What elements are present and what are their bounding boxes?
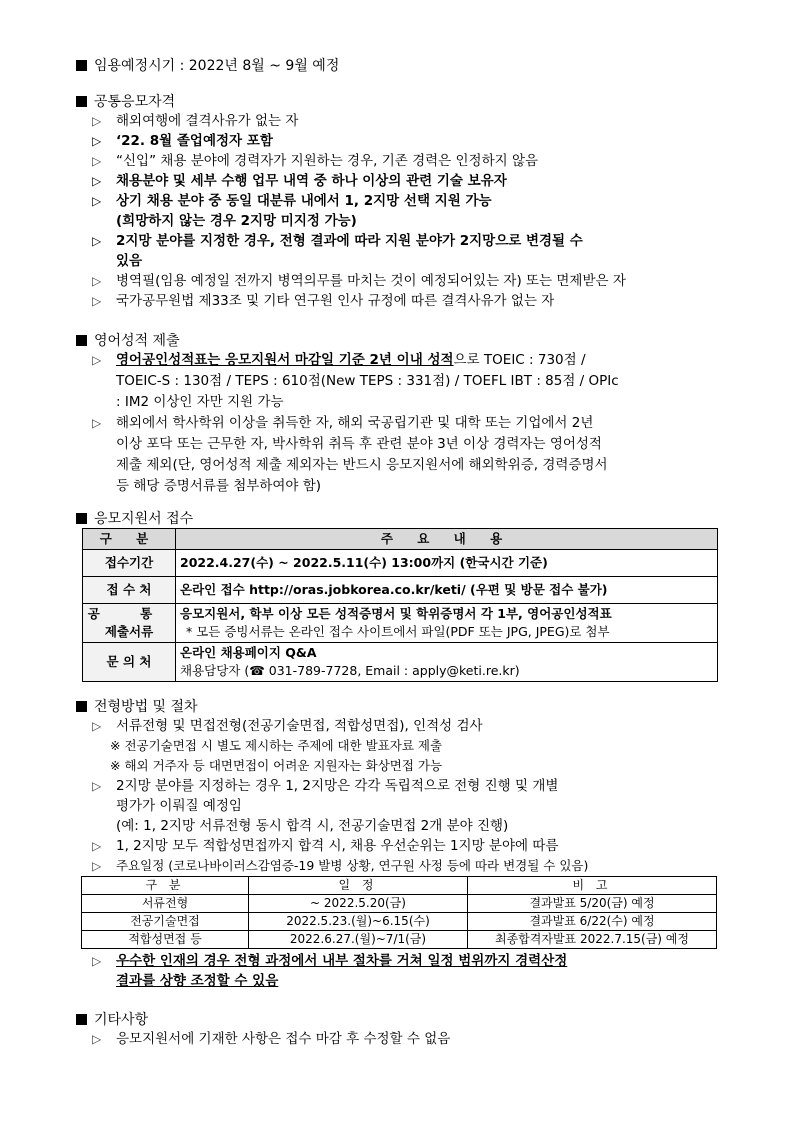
- header-cell: 비 고: [468, 877, 717, 895]
- list-item: [76, 856, 721, 876]
- row-value: 온라인 접수 http://oras.jobkorea.co.kr/keti/ (우편 및 방문 접수 불가): [176, 577, 718, 604]
- list-item: [76, 191, 721, 211]
- item-text-underlined: 우수한 인재의 경우 전형 과정에서 내부 절차를 거쳐 일정 범위까지 경력산정: [116, 953, 568, 969]
- header-cell: 일 정: [249, 877, 468, 895]
- item-text: 으로 TOEIC : 730점 /: [453, 352, 586, 368]
- section-screening: [76, 696, 721, 991]
- schedule-table: [81, 876, 717, 949]
- row-value: 2022.4.27(수) ~ 2022.5.11(수) 13:00까지 (한국시간 기준): [176, 550, 718, 577]
- item-text: 등 해당 증명서류를 첨부하여야 함): [116, 478, 322, 494]
- value-line: * 모든 증빙서류는 온라인 접수 사이트에서 파일(PDF 또는 JPG, JPEG)로 첨부: [186, 624, 610, 639]
- section-common-qualifications: [76, 91, 721, 311]
- square-bullet-icon: [76, 335, 87, 346]
- table-header-row: [83, 529, 718, 550]
- item-text: 채용분야 및 세부 수행 업무 내역 중 하나 이상의 관련 기술 보유자: [116, 173, 507, 189]
- table-cell: 결과발표 5/20(금) 예정: [468, 895, 717, 913]
- section-application: [76, 508, 721, 682]
- heading-text: 전형방법 및 절차: [94, 699, 198, 715]
- item-text: (예: 1, 2지망 서류전형 동시 합격 시, 전공기술면접 2개 분야 진행): [116, 818, 509, 834]
- table-cell: 2022.6.27.(월)~7/1(금): [249, 931, 468, 949]
- item-text: TOEIC-S : 130점 / TEPS : 610점(New TEPS : 331점) / TOEFL IBT : 85점 / OPIc: [116, 373, 619, 389]
- list-item: [76, 951, 721, 991]
- label-line: 제출서류: [104, 624, 154, 639]
- triangle-bullet-icon: ▷: [92, 1032, 102, 1046]
- item-text: ‘22. 8월 졸업예정자 포함: [116, 133, 273, 149]
- table-row: [83, 604, 718, 643]
- value-line: 채용담당자 (☎ 031-789-7728, Email : apply@keti.re.kr): [180, 663, 520, 678]
- heading-text: 응모지원서 접수: [94, 511, 194, 527]
- table-cell: 서류전형: [82, 895, 249, 913]
- section-heading: [76, 330, 721, 350]
- triangle-bullet-icon: ▷: [92, 194, 102, 208]
- section-heading: [76, 55, 721, 75]
- table-row: [82, 913, 717, 931]
- table-cell: 결과발표 6/22(수) 예정: [468, 913, 717, 931]
- square-bullet-icon: [76, 1014, 87, 1025]
- triangle-bullet-icon: ▷: [92, 779, 102, 793]
- triangle-bullet-icon: ▷: [92, 839, 102, 853]
- square-bullet-icon: [76, 513, 87, 524]
- table-cell: ~ 2022.5.20(금): [249, 895, 468, 913]
- table-cell: 최종합격자발표 2022.7.15(금) 예정: [468, 931, 717, 949]
- note-line: ※ 전공기술면접 시 별도 제시하는 주제에 대한 발표자료 제출: [110, 738, 443, 753]
- triangle-bullet-icon: ▷: [92, 274, 102, 288]
- item-text: (희망하지 않는 경우 2지망 미지정 가능): [116, 213, 357, 229]
- list-item: [76, 111, 721, 131]
- item-text: 상기 채용 분야 중 동일 대분류 내에서 1, 2지망 선택 지원 가능: [116, 193, 492, 209]
- square-bullet-icon: [76, 60, 87, 71]
- heading-text: 임용예정시기 : 2022년 8월 ~ 9월 예정: [94, 58, 340, 74]
- triangle-bullet-icon: ▷: [92, 234, 102, 248]
- item-text: 있음: [116, 253, 143, 269]
- table-row: [83, 643, 718, 682]
- list-item-continuation: [76, 251, 721, 271]
- header-cell: 주 요 내 용: [176, 529, 718, 550]
- item-text-underlined: 결과를 상향 조정할 수 있음: [116, 973, 279, 989]
- item-text: : IM2 이상인 자만 지원 가능: [116, 394, 284, 410]
- triangle-bullet-icon: ▷: [92, 416, 102, 430]
- application-table: [82, 528, 718, 682]
- item-text: 해외여행에 결격사유가 없는 자: [116, 113, 299, 129]
- item-text: “신입” 채용 분야에 경력자가 지원하는 경우, 기존 경력은 인정하지 않음: [116, 153, 539, 169]
- list-item: [76, 271, 721, 291]
- heading-text: 공통응모자격: [94, 94, 176, 110]
- triangle-bullet-icon: ▷: [92, 294, 102, 308]
- table-header-row: [82, 877, 717, 895]
- list-item: [76, 413, 721, 497]
- item-text: 평가가 이뤄질 예정임: [116, 798, 242, 814]
- item-text: 이상 포닥 또는 근무한 자, 박사학위 취득 후 관련 분야 3년 이상 경력자는 영어성적: [116, 436, 602, 452]
- section-heading: [76, 1009, 721, 1029]
- item-text: 1, 2지망 모두 적합성면접까지 합격 시, 채용 우선순위는 1지망 분야에 따름: [116, 838, 559, 854]
- list-item: [76, 776, 721, 836]
- item-text: 국가공무원법 제33조 및 기타 연구원 인사 규정에 따른 결격사유가 없는 자: [116, 293, 555, 309]
- list-item: [76, 171, 721, 191]
- list-item: [76, 151, 721, 171]
- triangle-bullet-icon: ▷: [92, 134, 102, 148]
- table-row: [83, 550, 718, 577]
- triangle-bullet-icon: ▷: [92, 174, 102, 188]
- heading-text: 영어성적 제출: [94, 333, 180, 349]
- section-heading: [76, 91, 721, 111]
- section-schedule: [76, 55, 721, 75]
- section-other: [76, 1009, 721, 1049]
- triangle-bullet-icon: ▷: [92, 859, 102, 873]
- table-row: [83, 577, 718, 604]
- section-heading: [76, 696, 721, 716]
- section-heading: [76, 508, 721, 528]
- square-bullet-icon: [76, 96, 87, 107]
- list-item: [76, 716, 721, 736]
- value-line: 온라인 채용페이지 Q&A: [180, 645, 317, 660]
- item-text-underlined: 영어공인성적표는 응모지원서 마감일 기준 2년 이내 성적: [116, 352, 454, 368]
- item-text: 제출 제외(단, 영어성적 제출 제외자는 반드시 응모지원서에 해외학위증, 경력증명서: [116, 457, 608, 473]
- list-item: [76, 231, 721, 251]
- label-line: 공 통: [87, 606, 171, 621]
- table-row: [82, 931, 717, 949]
- triangle-bullet-icon: ▷: [92, 719, 102, 733]
- table-cell: 적합성면접 등: [82, 931, 249, 949]
- item-text: 병역필(임용 예정일 전까지 병역의무를 마치는 것이 예정되어있는 자) 또는 면제받은 자: [116, 273, 626, 289]
- item-text: 주요일정 (코로나바이러스감염증-19 발병 상황, 연구원 사정 등에 따라 변경될 수 있음): [116, 858, 589, 873]
- item-text: 서류전형 및 면접전형(전공기술면접, 적합성면접), 인적성 검사: [116, 718, 483, 734]
- header-cell: 구 분: [82, 877, 249, 895]
- row-label: 접 수 처: [83, 577, 176, 604]
- heading-text: 기타사항: [94, 1012, 149, 1028]
- list-item-continuation: [76, 211, 721, 231]
- item-text: 해외에서 학사학위 이상을 취득한 자, 해외 국공립기관 및 대학 또는 기업에서 2년: [116, 415, 594, 431]
- square-bullet-icon: [76, 701, 87, 712]
- row-label: 접수기간: [83, 550, 176, 577]
- list-item: [76, 291, 721, 311]
- triangle-bullet-icon: ▷: [92, 353, 102, 367]
- table-row: [82, 895, 717, 913]
- triangle-bullet-icon: ▷: [92, 954, 102, 968]
- list-item: [76, 131, 721, 151]
- list-item: [76, 350, 721, 413]
- row-value: [176, 643, 718, 682]
- row-label: 문 의 처: [83, 643, 176, 682]
- item-text: 응모지원서에 기재한 사항은 접수 마감 후 수정할 수 없음: [116, 1031, 451, 1047]
- table-cell: 2022.5.23.(월)~6.15(수): [249, 913, 468, 931]
- item-text: 2지망 분야를 지정한 경우, 전형 결과에 따라 지원 분야가 2지망으로 변경될 수: [116, 233, 583, 249]
- item-text: 2지망 분야를 지정하는 경우 1, 2지망은 각각 독립적으로 전형 진행 및 개별: [116, 778, 559, 794]
- header-cell: 구 분: [83, 529, 176, 550]
- value-line: 응모지원서, 학부 이상 모든 성적증명서 및 학위증명서 각 1부, 영어공인성적표: [180, 606, 612, 621]
- triangle-bullet-icon: ▷: [92, 114, 102, 128]
- section-english-score: [76, 330, 721, 497]
- list-item: [76, 1029, 721, 1049]
- table-cell: 전공기술면접: [82, 913, 249, 931]
- triangle-bullet-icon: ▷: [92, 154, 102, 168]
- row-value: [176, 604, 718, 643]
- note-line: ※ 해외 거주자 등 대면면접이 어려운 지원자는 화상면접 가능: [110, 758, 443, 773]
- row-label: [83, 604, 176, 643]
- list-item: [76, 836, 721, 856]
